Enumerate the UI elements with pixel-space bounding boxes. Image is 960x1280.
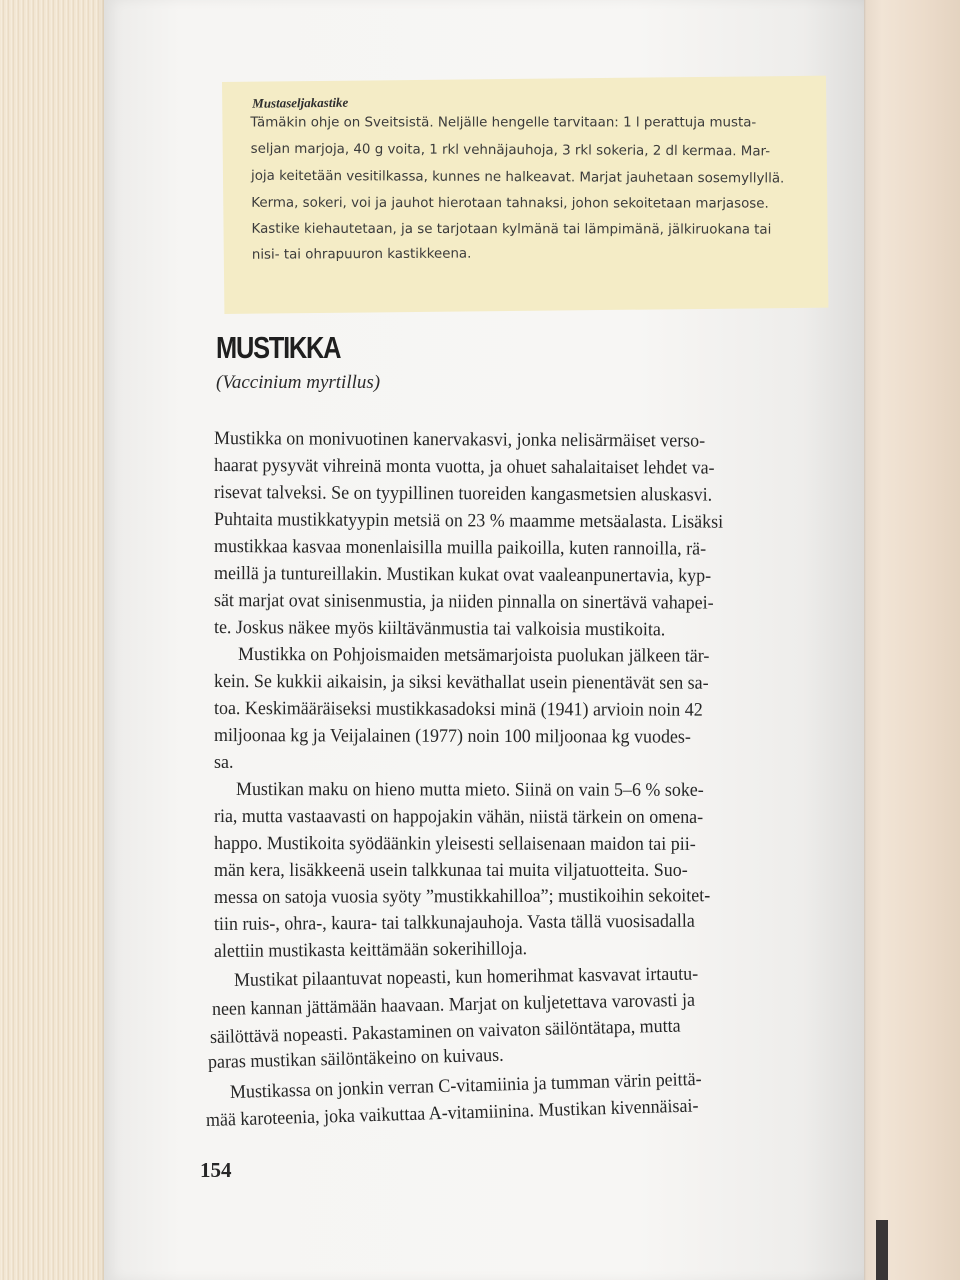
recipe-line: Tämäkin ohje on Sveitsistä. Neljälle hengelle tarvitaan: 1 l perattuja musta-: [250, 115, 757, 131]
body-line: mää karoteenia, joka vaikuttaa A-vitamiinina. Mustikan kivennäisai-: [205, 1095, 699, 1131]
body-line: paras mustikan säilöntäkeino on kuivaus.: [207, 1044, 504, 1073]
body-line: meillä ja tuntureillakin. Mustikan kukat ovat vaaleanpunertavia, kyp-: [213, 563, 712, 587]
book-cover-edge: [876, 1220, 888, 1280]
body-line: Mustikan maku on hieno mutta mieto. Siinä on vain 5–6 % soke-: [235, 779, 704, 801]
recipe-line: Kerma, sokeri, voi ja jauhot hierotaan tahnaksi, johon sekoitetaan marjasose.: [251, 195, 769, 212]
body-line: Mustikassa on jonkin verran C-vitamiinia ja tumman värin peittä-: [229, 1068, 702, 1103]
body-line: messa on satoja vuosia syöty ”mustikkahilloa”; mustikoihin sekoitet-: [213, 885, 711, 908]
body-line: Puhtaita mustikkatyypin metsiä on 23 % maamme metsäalasta. Lisäksi: [213, 509, 724, 533]
body-line: tiin ruis-, ohra-, kaura- tai talkkunajauhoja. Vasta tällä vuosisadalla: [213, 910, 695, 935]
body-line: alettiin mustikasta keittämään sokerihilloja.: [213, 938, 528, 962]
recipe-line: joja keitetään vesitilkassa, kunnes ne halkeavat. Marjat jauhetaan sosemyllyllä.: [250, 168, 785, 187]
body-line: neen kannan jättämään haavaan. Marjat on kuljetettava varovasti ja: [211, 989, 696, 1020]
body-line: Mustikka on monivuotinen kanervakasvi, jonka nelisärmäiset verso-: [213, 428, 706, 452]
recipe-line: nisi- tai ohrapuuron kastikkeena.: [251, 246, 472, 263]
page-number: 154: [200, 1158, 232, 1182]
body-line: mustikkaa kasvaa monenlaisilla muilla paikoilla, kuten rannoilla, rä-: [213, 536, 707, 560]
recipe-line: Kastike kiehautetaan, ja se tarjotaan kylmänä tai lämpimänä, jälkiruokana tai: [251, 221, 772, 238]
body-line: te. Joskus näkee myös kiiltävänmustia tai valkoisia mustikoita.: [213, 617, 666, 641]
body-line: ria, mutta vastaavasti on happojakin vähän, niistä tärkein on omena-: [213, 806, 704, 828]
body-line: miljoonaa kg ja Veijalainen (1977) noin 100 miljoonaa kg vuodes-: [213, 725, 691, 748]
body-line: kein. Se kukkii aikaisin, ja siksi keväthallat usein pienentävät sen sa-: [213, 671, 709, 694]
body-line: sät marjat ovat sinisenmustia, ja niiden pinnalla on sinertävä vahapei-: [213, 590, 714, 614]
page-stack-edges: [0, 0, 112, 1280]
next-page-edge: [862, 0, 960, 1280]
recipe-box: [222, 76, 828, 314]
recipe-line: seljan marjoja, 40 g voita, 1 rkl vehnäjauhoja, 3 rkl sokeria, 2 dl kermaa. Mar-: [250, 141, 771, 160]
body-line: Mustikat pilaantuvat nopeasti, kun homerihmat kasvavat irtautu-: [233, 963, 699, 991]
body-line: män kera, lisäkkeenä usein talkkunaa tai muita viljatuotteita. Suo-: [214, 860, 688, 881]
body-line: haarat pysyvät vihreinä monta vuotta, ja ohuet sahalaitaiset lehdet va-: [213, 455, 715, 479]
body-line: säilöttävä nopeasti. Pakastaminen on vaivaton säilöntätapa, mutta: [209, 1015, 681, 1048]
article-title: MUSTIKKA: [216, 330, 341, 365]
recipe-title: Mustaseljakastike: [252, 94, 349, 111]
body-line: happo. Mustikoita syödäänkin yleisesti sellaisenaan maidon tai pii-: [213, 833, 696, 855]
body-line: risevat talveksi. Se on tyypillinen tuoreiden kangasmetsien aluskasvi.: [213, 482, 713, 506]
body-line: Mustikka on Pohjoismaiden metsämarjoista puolukan jälkeen tär-: [237, 644, 710, 667]
latin-name: (Vaccinium myrtillus): [216, 372, 381, 393]
body-line: sa.: [214, 752, 234, 773]
body-line: toa. Keskimääräiseksi mustikkasadoksi minä (1941) arvioin noin 42: [213, 698, 703, 721]
